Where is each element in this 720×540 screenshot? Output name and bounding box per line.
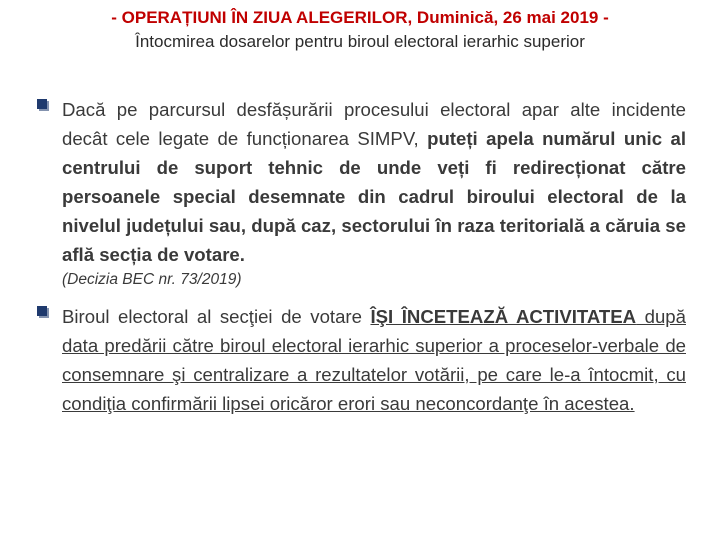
bullet-1-intro: Dacă pe parcursul desfășurării procesului electoral apar alte incidente decât cele legate de funcționarea SIMPV, [62, 99, 686, 149]
bullet-1-citation: (Decizia BEC nr. 73/2019) [62, 271, 242, 288]
header [0, 6, 720, 54]
bullet-2-emphasis: ÎŞI ÎNCETEAZĂ ACTIVITATEA [370, 306, 637, 327]
bullet-2-rest: după data predării către biroul electoral ierarhic superior a proceselor-verbale de consemnare şi centralizare a rezultatelor votării, pe care le-a întocmit, cu condiţia confirmării lipsei oricăror erori sau neconcordanţe în acestea. [62, 306, 686, 414]
bullet-2-text [62, 302, 686, 418]
page-subtitle: Întocmirea dosarelor pentru biroul electoral ierarhic superior [135, 32, 585, 51]
page-title: - OPERAȚIUNI ÎN ZIUA ALEGERILOR, Duminică, 26 mai 2019 - [111, 8, 609, 27]
square-bullet-icon [36, 98, 50, 112]
bullet-item-1 [36, 95, 686, 291]
square-bullet-icon [36, 305, 50, 319]
bullet-1-text [62, 95, 686, 269]
bullet-2-intro: Biroul electoral al secţiei de votare [62, 306, 371, 327]
bullet-1-bold: puteți apela numărul unic al centrului de suport tehnic de unde veți fi redirecționat către persoanele special desemnate din cadrul biroului electoral de la nivelul județului sau, după caz, sectorului în raza teritorială a căruia se află secția de votare. [62, 128, 686, 265]
bullet-item-2 [36, 302, 686, 418]
